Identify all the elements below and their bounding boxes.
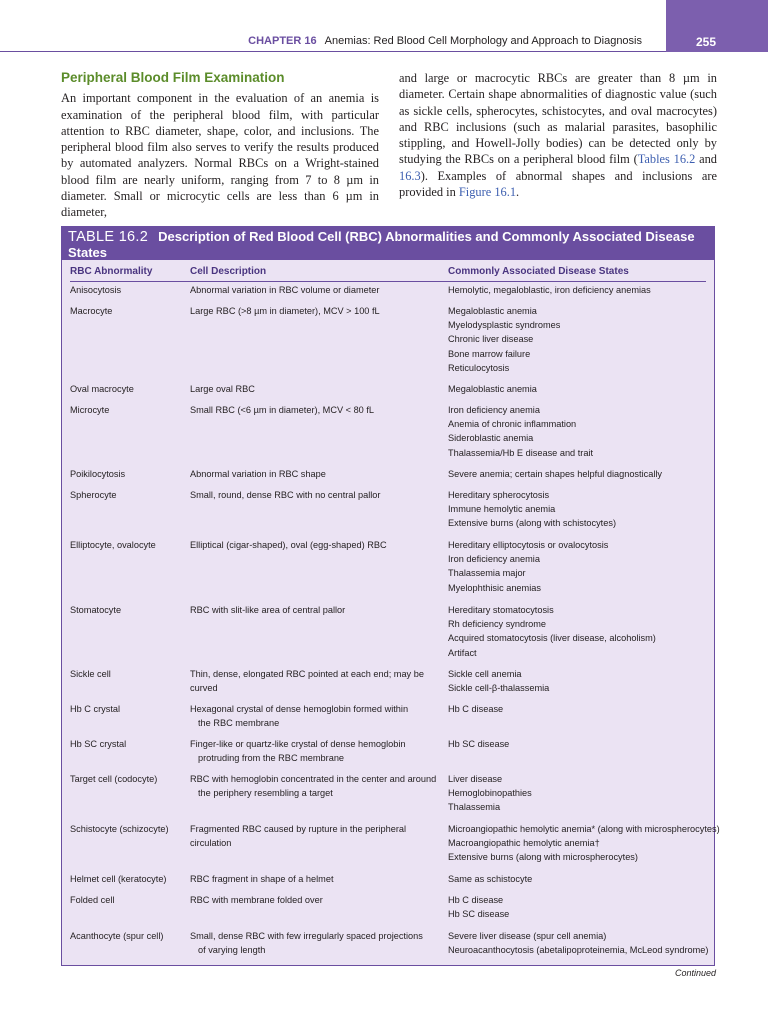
header-rule bbox=[0, 51, 768, 52]
description-line: Finger-like or quartz-like crystal of dense hemoglobin bbox=[190, 739, 406, 749]
table-16-2-link[interactable]: Tables 16.2 bbox=[637, 152, 696, 167]
cell-description bbox=[190, 737, 444, 765]
cell-abnormality: Folded cell bbox=[70, 895, 115, 905]
figure-16-1-link[interactable]: Figure 16.1 bbox=[458, 185, 517, 200]
page-number-tab bbox=[666, 0, 768, 52]
cell-abnormality: Sickle cell bbox=[70, 669, 111, 679]
description-line: protruding from the RBC membrane bbox=[198, 753, 345, 764]
disease-line: Liver disease bbox=[448, 774, 503, 784]
disease-line: Sickle cell-β-thalassemia bbox=[448, 683, 550, 694]
cell-description bbox=[190, 822, 444, 850]
disease-line: Thalassemia/Hb E disease and trait bbox=[448, 447, 594, 458]
description-line: RBC with slit-like area of central pallor bbox=[190, 605, 346, 615]
disease-line: Severe anemia; certain shapes helpful diagnostically bbox=[448, 469, 662, 479]
paragraph-text: ). Examples of abnormal shapes and inclusions are provided in bbox=[399, 168, 717, 200]
cell-description bbox=[190, 929, 444, 957]
description-line: the periphery resembling a target bbox=[198, 788, 333, 799]
disease-line: Hemoglobinopathies bbox=[448, 788, 532, 799]
disease-line: Extensive burns (along with microspherocytes) bbox=[448, 852, 638, 863]
description-line: Small RBC (<6 µm in diameter), MCV < 80 fL bbox=[190, 405, 374, 415]
cell-diseases bbox=[448, 702, 716, 716]
disease-line: Myelophthisic anemias bbox=[448, 582, 541, 593]
cell-description bbox=[190, 304, 444, 318]
description-line: Fragmented RBC caused by rupture in the peripheral circulation bbox=[190, 824, 407, 849]
paragraph-text: . bbox=[516, 185, 520, 200]
disease-line: Hereditary stomatocytosis bbox=[448, 605, 554, 615]
description-line: Small, dense RBC with few irregularly spaced projections bbox=[190, 931, 423, 941]
disease-line: Bone marrow failure bbox=[448, 348, 531, 359]
disease-line: Neuroacanthocytosis (abetalipoproteinemia, McLeod syndrome) bbox=[448, 945, 709, 956]
paragraph-text: and bbox=[695, 152, 717, 167]
cell-diseases bbox=[448, 772, 716, 815]
cell-description bbox=[190, 772, 444, 800]
disease-line: Sideroblastic anemia bbox=[448, 433, 534, 444]
cell-description bbox=[190, 893, 444, 907]
cell-diseases bbox=[448, 893, 716, 921]
disease-line: Artifact bbox=[448, 647, 477, 658]
cell-description bbox=[190, 702, 444, 730]
cell-diseases bbox=[448, 872, 716, 886]
cell-abnormality: Anisocytosis bbox=[70, 285, 122, 295]
description-line: Abnormal variation in RBC volume or diameter bbox=[190, 285, 380, 295]
cell-diseases bbox=[448, 283, 716, 297]
table-16-3-link[interactable]: 16.3 bbox=[399, 168, 421, 183]
cell-abnormality: Hb C crystal bbox=[70, 704, 121, 714]
cell-description bbox=[190, 467, 444, 481]
body-paragraph-continued bbox=[399, 70, 717, 200]
section-heading: Peripheral Blood Film Examination bbox=[61, 70, 285, 85]
cell-abnormality: Microcyte bbox=[70, 405, 110, 415]
cell-diseases bbox=[448, 929, 716, 957]
paragraph-text: and large or macrocytic RBCs are greater than 8 µm in diameter. Certain shape abnormalities of diagnostic value (such as sickle cells, spherocytes, schistocytes, and oval macrocytes) and RBC inclusions (such as malarial parasites, basophilic stippling, and Howell-Jolly bodies) can be detected only by studying the RBCs on a peripheral blood film ( bbox=[399, 71, 717, 167]
disease-line: Rh deficiency syndrome bbox=[448, 619, 547, 630]
cell-abnormality: Stomatocyte bbox=[70, 605, 122, 615]
cell-diseases bbox=[448, 467, 716, 481]
description-line: Large RBC (>8 µm in diameter), MCV > 100 fL bbox=[190, 306, 380, 316]
table-caption: Description of Red Blood Cell (RBC) Abnormalities and Commonly Associated Disease States bbox=[68, 229, 695, 260]
disease-line: Iron deficiency anemia bbox=[448, 554, 540, 565]
disease-line: Severe liver disease (spur cell anemia) bbox=[448, 931, 607, 941]
disease-line: Hereditary elliptocytosis or ovalocytosis bbox=[448, 540, 609, 550]
cell-abnormality: Target cell (codocyte) bbox=[70, 774, 158, 784]
disease-line: Immune hemolytic anemia bbox=[448, 504, 556, 515]
chapter-title: Anemias: Red Blood Cell Morphology and Approach to Diagnosis bbox=[324, 35, 642, 47]
description-line: Elliptical (cigar-shaped), oval (egg-shaped) RBC bbox=[190, 540, 387, 550]
disease-line: Macroangiopathic hemolytic anemia† bbox=[448, 838, 600, 849]
disease-line: Chronic liver disease bbox=[448, 334, 534, 345]
column-header-diseases: Commonly Associated Disease States bbox=[448, 266, 629, 277]
disease-line: Extensive burns (along with schistocytes) bbox=[448, 518, 616, 529]
description-line: Large oval RBC bbox=[190, 384, 255, 394]
cell-abnormality: Hb SC crystal bbox=[70, 739, 127, 749]
disease-line: Hb SC disease bbox=[448, 739, 510, 749]
table-number: TABLE 16.2 bbox=[68, 229, 149, 245]
column-header-description: Cell Description bbox=[190, 266, 267, 277]
disease-line: Acquired stomatocytosis (liver disease, alcoholism) bbox=[448, 633, 656, 644]
cell-diseases bbox=[448, 667, 716, 695]
cell-description bbox=[190, 667, 444, 695]
disease-line: Megaloblastic anemia bbox=[448, 306, 537, 316]
continued-note: Continued bbox=[674, 968, 716, 978]
disease-line: Hb SC disease bbox=[448, 909, 510, 920]
cell-description bbox=[190, 283, 444, 297]
cell-diseases bbox=[448, 488, 716, 531]
cell-diseases bbox=[448, 603, 716, 660]
disease-line: Same as schistocyte bbox=[448, 874, 533, 884]
body-column-right bbox=[399, 70, 717, 200]
chapter-label: CHAPTER 16 bbox=[248, 35, 317, 47]
cell-abnormality: Poikilocytosis bbox=[70, 469, 126, 479]
table-column-headers bbox=[70, 263, 706, 282]
running-header-text bbox=[248, 35, 642, 47]
body-column-left bbox=[61, 70, 379, 221]
description-line: Hexagonal crystal of dense hemoglobin formed within bbox=[190, 704, 409, 714]
description-line: Abnormal variation in RBC shape bbox=[190, 469, 326, 479]
cell-description bbox=[190, 403, 444, 417]
disease-line: Megaloblastic anemia bbox=[448, 384, 537, 394]
cell-diseases bbox=[448, 822, 720, 865]
cell-diseases bbox=[448, 382, 716, 396]
cell-description bbox=[190, 872, 444, 886]
column-header-abnormality: RBC Abnormality bbox=[70, 266, 153, 277]
description-line: Thin, dense, elongated RBC pointed at each end; may be curved bbox=[190, 669, 424, 694]
disease-line: Thalassemia major bbox=[448, 568, 526, 579]
cell-description bbox=[190, 382, 444, 396]
description-line: RBC with hemoglobin concentrated in the center and around bbox=[190, 774, 437, 784]
cell-abnormality: Spherocyte bbox=[70, 490, 117, 500]
cell-diseases bbox=[448, 538, 716, 595]
page-number: 255 bbox=[695, 35, 716, 49]
description-line: of varying length bbox=[198, 945, 266, 956]
description-line: RBC with membrane folded over bbox=[190, 895, 323, 905]
disease-line: Hb C disease bbox=[448, 895, 504, 905]
cell-abnormality: Elliptocyte, ovalocyte bbox=[70, 540, 156, 550]
cell-abnormality: Schistocyte (schizocyte) bbox=[70, 824, 169, 834]
cell-diseases bbox=[448, 304, 716, 375]
disease-line: Microangiopathic hemolytic anemia* (along with microspherocytes) bbox=[448, 824, 720, 834]
cell-description bbox=[190, 488, 444, 502]
table-title-bar bbox=[62, 227, 714, 260]
cell-abnormality: Helmet cell (keratocyte) bbox=[70, 874, 167, 884]
disease-line: Sickle cell anemia bbox=[448, 669, 522, 679]
description-line: Small, round, dense RBC with no central pallor bbox=[190, 490, 381, 500]
cell-abnormality: Oval macrocyte bbox=[70, 384, 134, 394]
disease-line: Anemia of chronic inflammation bbox=[448, 419, 577, 430]
cell-diseases bbox=[448, 403, 716, 460]
cell-abnormality: Macrocyte bbox=[70, 306, 113, 316]
disease-line: Reticulocytosis bbox=[448, 362, 510, 373]
cell-abnormality: Acanthocyte (spur cell) bbox=[70, 931, 164, 941]
body-paragraph: An important component in the evaluation of an anemia is examination of the peripheral blood film, with particular attention to RBC diameter, shape, color, and inclusions. The peripheral blood film also serves to verify the results produced by automated analyzers. Normal RBCs on a Wright-stained blood film are nearly uniform, ranging from 7 to 8 µm in diameter. Small or microcytic cells are less than 6 µm in diameter, bbox=[61, 91, 379, 220]
description-line: the RBC membrane bbox=[198, 718, 280, 729]
disease-line: Thalassemia bbox=[448, 802, 501, 813]
disease-line: Iron deficiency anemia bbox=[448, 405, 540, 415]
table-16-2 bbox=[61, 226, 720, 966]
running-header bbox=[0, 0, 666, 52]
cell-diseases bbox=[448, 737, 716, 751]
disease-line: Hereditary spherocytosis bbox=[448, 490, 550, 500]
disease-line: Myelodysplastic syndromes bbox=[448, 320, 561, 331]
cell-description bbox=[190, 603, 444, 617]
description-line: RBC fragment in shape of a helmet bbox=[190, 874, 334, 884]
disease-line: Hb C disease bbox=[448, 704, 504, 714]
disease-line: Hemolytic, megaloblastic, iron deficiency anemias bbox=[448, 285, 651, 295]
cell-description bbox=[190, 538, 444, 552]
